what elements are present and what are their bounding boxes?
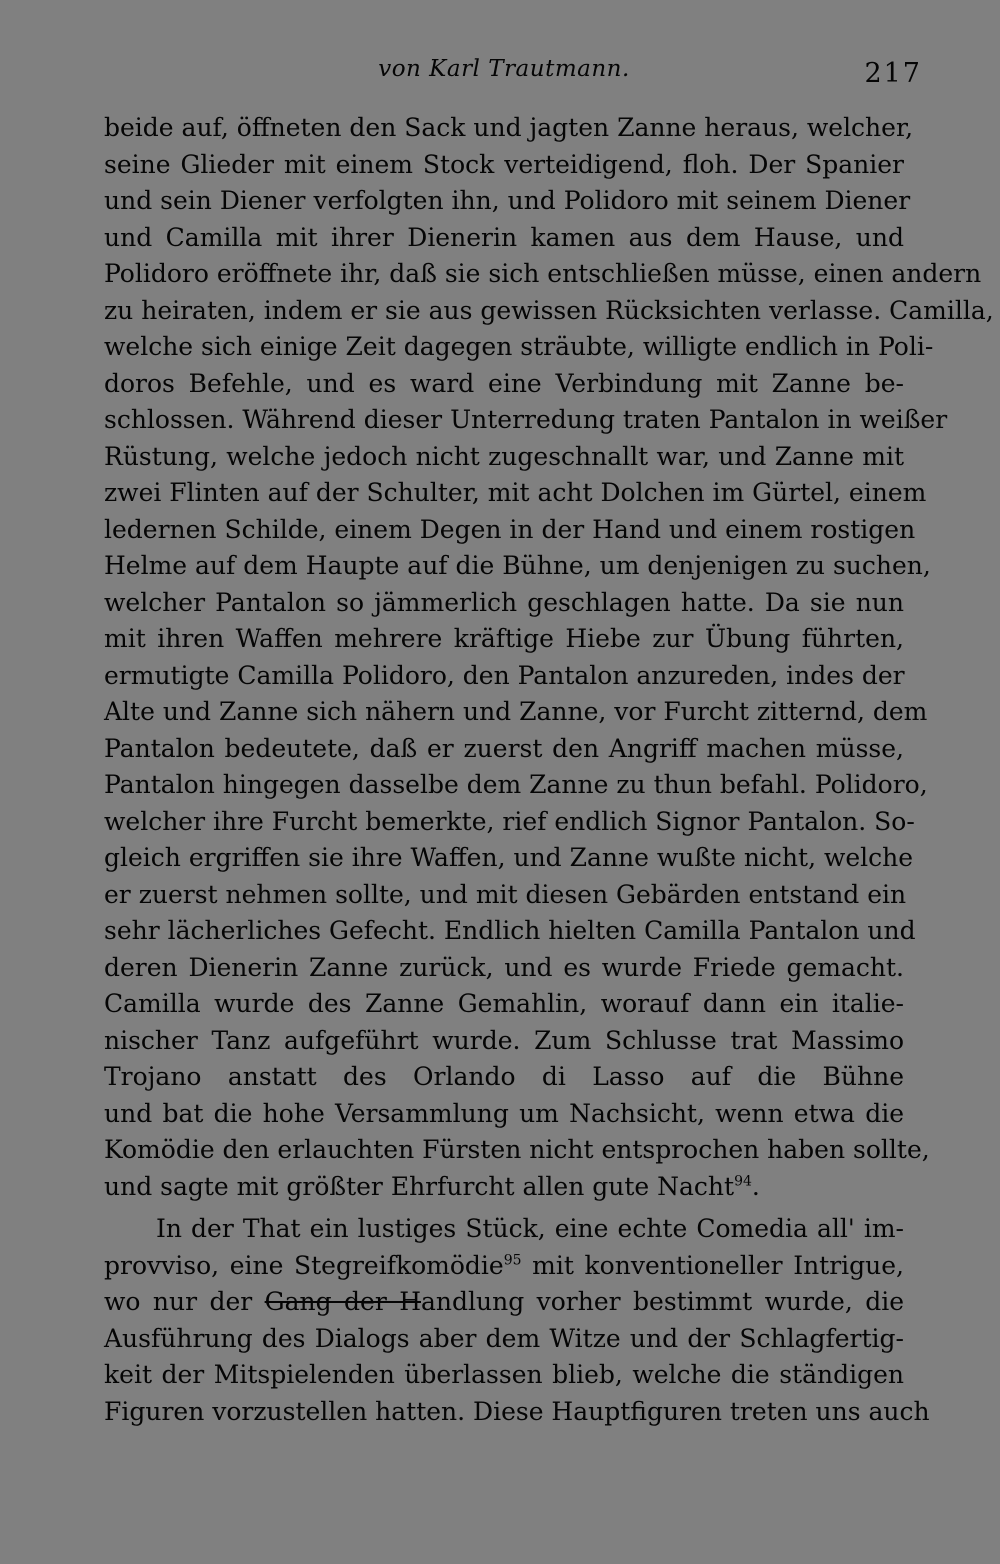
text-line: mit ihren Waffen mehrere kräftige Hiebe zur Übung führten, <box>104 624 904 653</box>
text-line: und Camilla mit ihrer Dienerin kamen aus dem Hause, und <box>104 222 904 252</box>
text-line: ermutigte Camilla Polidoro, den Pantalon anzureden, indes der <box>104 660 905 690</box>
text-line: er zuerst nehmen sollte, und mit diesen Gebärden entstand ein <box>104 879 907 909</box>
text-line: schlossen. Während dieser Unterredung traten Pantalon in weißer <box>104 405 948 434</box>
body-text <box>104 110 994 1430</box>
text-line: zu heiraten, indem er sie aus gewissen Rücksichten verlasse. Camilla, <box>104 295 994 325</box>
text-line: Polidoro eröffnete ihr, daß sie sich entschließen müsse, einen andern <box>104 259 982 288</box>
footnote-marker: 94 <box>734 1173 752 1190</box>
text-line: Pantalon bedeutete, daß er zuerst den Angriff machen müsse, <box>104 733 904 763</box>
paragraph-start-line: In der That ein lustiges Stück, eine echte Comedia all' im- <box>156 1214 904 1243</box>
text-line-content: mit konventioneller Intrigue, <box>521 1250 905 1280</box>
page-header <box>100 56 922 96</box>
text-line: Camilla wurde des Zanne Gemahlin, worauf dann ein italie- <box>104 989 904 1018</box>
text-line: und sein Diener verfolgten ihn, und Polidoro mit seinem Diener <box>104 186 911 215</box>
text-line: welche sich einige Zeit dagegen sträubte, willigte endlich in Poli- <box>104 332 934 361</box>
text-line: Trojano anstatt des Orlando di Lasso auf die Bühne <box>104 1062 904 1091</box>
text-line: gleich ergriffen sie ihre Waffen, und Zanne wußte nicht, welche <box>104 843 914 872</box>
running-title: von Karl Trautmann. <box>378 56 630 82</box>
text-line: und bat die hohe Versammlung um Nachsicht, wenn etwa die <box>104 1098 904 1128</box>
text-line <box>104 1169 904 1206</box>
page-number: 217 <box>864 58 922 89</box>
text-line: Ausführung des Dialogs aber dem Witze und der Schlagfertig- <box>104 1323 904 1353</box>
text-line-content: provviso, eine Stegreifkomödie <box>104 1250 504 1280</box>
text-line: seine Glieder mit einem Stock verteidigend, floh. Der Spanier <box>104 149 904 179</box>
text-line: zwei Flinten auf der Schulter, mit acht Dolchen im Gürtel, einem <box>104 478 927 507</box>
text-line: welcher ihre Furcht bemerkte, rief endlich Signor Pantalon. So- <box>104 806 915 836</box>
footnote-marker: 95 <box>503 1252 522 1269</box>
text-line: ledernen Schilde, einem Degen in der Hand und einem rostigen <box>104 514 916 544</box>
text-line: Komödie den erlauchten Fürsten nicht entsprochen haben sollte, <box>104 1135 930 1164</box>
text-line-content: wo nur der <box>104 1287 265 1316</box>
struck-through-text: Gang der H <box>264 1287 421 1316</box>
text-line: sehr lächerliches Gefecht. Endlich hielten Camilla Pantalon und <box>104 916 916 945</box>
text-line: Alte und Zanne sich nähern und Zanne, vor Furcht zitternd, dem <box>104 697 928 726</box>
text-line <box>104 1248 904 1285</box>
text-line: nischer Tanz aufgeführt wurde. Zum Schlusse trat Massimo <box>104 1025 904 1055</box>
text-line <box>104 1284 904 1321</box>
sentence-period: . <box>751 1171 760 1201</box>
text-line: doros Befehle, und es ward eine Verbindung mit Zanne be- <box>104 368 904 398</box>
text-line: Pantalon hingegen dasselbe dem Zanne zu thun befahl. Polidoro, <box>104 770 928 799</box>
text-line: Rüstung, welche jedoch nicht zugeschnallt war, und Zanne mit <box>104 441 904 471</box>
text-line: keit der Mitspielenden überlassen blieb, welche die ständigen <box>104 1360 904 1389</box>
text-line: deren Dienerin Zanne zurück, und es wurde Friede gemacht. <box>104 952 904 982</box>
text-line-content: andlung vorher bestimmt wurde, die <box>421 1287 904 1316</box>
text-line: Helme auf dem Haupte auf die Bühne, um denjenigen zu suchen, <box>104 551 931 580</box>
text-line: welcher Pantalon so jämmerlich geschlagen hatte. Da sie nun <box>104 587 904 617</box>
text-line: beide auf, öffneten den Sack und jagten Zanne heraus, welcher, <box>104 113 914 142</box>
text-line-content: und sagte mit größter Ehrfurcht allen gute Nacht <box>104 1171 735 1201</box>
text-line: Figuren vorzustellen hatten. Diese Hauptfiguren treten uns auch <box>104 1396 930 1426</box>
